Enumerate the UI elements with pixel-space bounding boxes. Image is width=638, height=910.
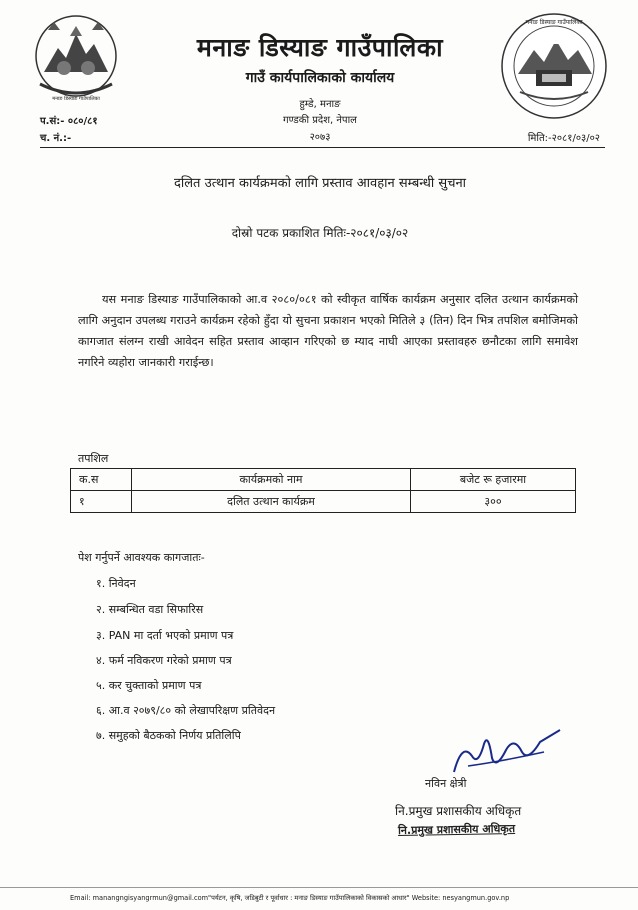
list-item: १. निवेदन <box>96 577 136 590</box>
list-item: ७. समुहको बैठकको निर्णय प्रतिलिपि <box>96 729 241 742</box>
emblem-right-caption: मनाङ डिस्याङ गाउँपालिका <box>525 19 583 26</box>
list-item: ५. कर चुक्ताको प्रमाण पत्र <box>96 679 202 692</box>
publication-date: दोस्रो पटक प्रकाशित मितिः-२०८१/०३/०२ <box>231 226 409 240</box>
table-header-cell: बजेट रू हजारमा <box>411 469 576 491</box>
list-item: ६. आ.व २०७९/८० को लेखापरिक्षण प्रतिवेदन <box>96 704 276 717</box>
table-cell: ३०० <box>411 491 576 513</box>
notice-body: यस मनाङ डिस्याङ गाउँपालिकाको आ.व २०८०/०८१ को स्वीकृत वार्षिक कार्यक्रम अनुसार दलित उत्थान कार्यक्रमको लागि अनुदान उपलब्ध गराउने कार्यक्रम रहेको हुँदा यो सुचना प्रकाशन भएको मितिले ३ (तिन) दिन भित्र तपशिल बमोजिमको कागजात संलग्न राखी आवेदन सहित प्रस्ताव आव्हान गरिएको छ म्याद नाघी आएका प्रस्तावहरु छनौटका लागि समावेश नगरिने व्यहोरा जानकारी गराईन्छ। <box>78 293 578 369</box>
dispatch-number: च. नं.:- <box>40 133 72 144</box>
footer-divider <box>0 887 638 888</box>
handwritten-signature-icon <box>448 722 568 782</box>
notice-subject: दलित उत्थान कार्यक्रमको लागि प्रस्ताव आवहान सम्बन्धी सुचना <box>173 176 467 191</box>
municipality-title: मनाङ डिस्याङ गाउँपालिका <box>196 33 444 62</box>
table-row <box>71 491 576 513</box>
address-line-1: हुम्डे, मनाङ <box>299 99 341 110</box>
signatory-name: नविन क्षेत्री <box>425 777 467 790</box>
signatory-role: नि.प्रमुख प्रशासकीय अधिकृत <box>395 804 522 818</box>
office-subtitle: गाउँ कार्यपालिकाको कार्यालय <box>245 70 395 86</box>
documents-title: पेश गर्नुपर्ने आवश्यक कागजातः- <box>78 551 205 564</box>
nepal-emblem-icon <box>30 10 122 102</box>
address-line-2: गण्डकी प्रदेश, नेपाल <box>283 115 357 126</box>
list-item: २. सम्बन्धित वडा सिफारिस <box>96 603 204 616</box>
footer-contact: Email: manangngisyangrmun@gmail.com"पर्यटन, कृषि, जडिबुटी र पूर्वाधार : मनाङ डिस्याङ गाउँपालिकाको विकासको आधार" Website: nesyangmun.gov.np <box>70 894 510 902</box>
list-item: ३. PAN मा दर्ता भएको प्रमाण पत्र <box>96 629 234 642</box>
table-cell: १ <box>71 491 132 513</box>
header-divider <box>40 147 605 148</box>
table-cell: दलित उत्थान कार्यक्रम <box>132 491 411 513</box>
list-item: ४. फर्म नविकरण गरेको प्रमाण पत्र <box>96 654 232 667</box>
address-line-3: २०७३ <box>309 132 331 143</box>
budget-table <box>70 468 576 513</box>
table-header-row <box>71 469 576 491</box>
table-label: तपशिल <box>78 452 109 465</box>
table-header-cell: कार्यक्रमको नाम <box>132 469 411 491</box>
official-stamp: नि.प्रमुख प्रशासकीय अधिकृत <box>397 821 516 838</box>
letter-date: मिति:-२०८१/०३/०२ <box>527 133 600 144</box>
reference-number: प.सं:- ०८०/८१ <box>40 116 98 127</box>
emblem-left-caption: मनाङ डिस्याङ गाउँपालिका <box>52 96 100 102</box>
table-header-cell: क.स <box>71 469 132 491</box>
